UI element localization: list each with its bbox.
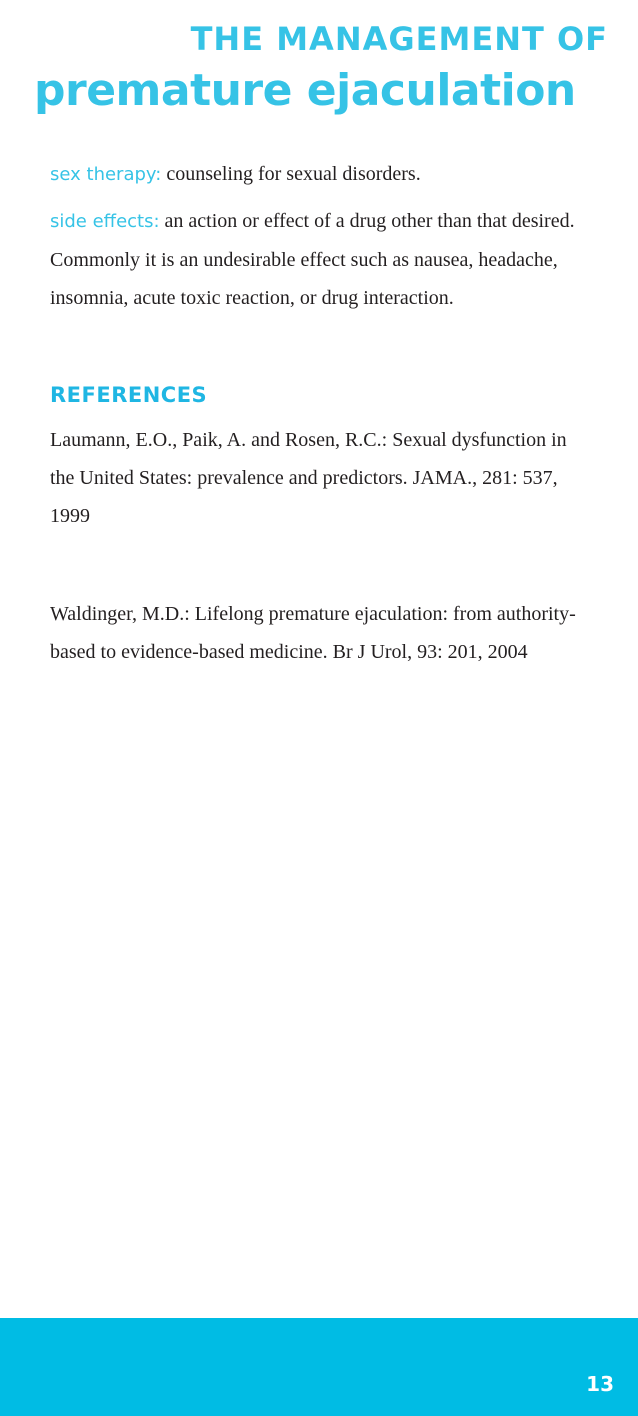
glossary-definition: an action or effect of a drug other than that desired. Commonly it is an undesirable effect such as nausea, headache, insomnia, acute toxic reaction, or drug interaction. (50, 210, 575, 309)
page-header (0, 0, 638, 130)
reference-item: Waldinger, M.D.: Lifelong premature ejaculation: from authority-based to evidence-based medicine. Br J Urol, 93: 201, 2004 (50, 603, 576, 663)
references-heading: REFERENCES (50, 383, 208, 407)
page-title: premature ejaculation (34, 65, 576, 116)
page-content (50, 155, 580, 671)
glossary-term: side effects: (50, 211, 160, 232)
glossary-term: sex therapy: (50, 164, 162, 185)
glossary-definition: counseling for sexual disorders. (166, 163, 421, 185)
reference-item: Laumann, E.O., Paik, A. and Rosen, R.C.: Sexual dysfunction in the United States: prevalence and predictors. JAMA., 281: 537, 1999 (50, 429, 567, 527)
glossary-entry (50, 202, 580, 317)
page-number: 13 (586, 1372, 614, 1396)
footer-band (0, 1318, 638, 1416)
glossary-entry (50, 155, 580, 194)
header-kicker: THE MANAGEMENT OF (190, 20, 608, 58)
